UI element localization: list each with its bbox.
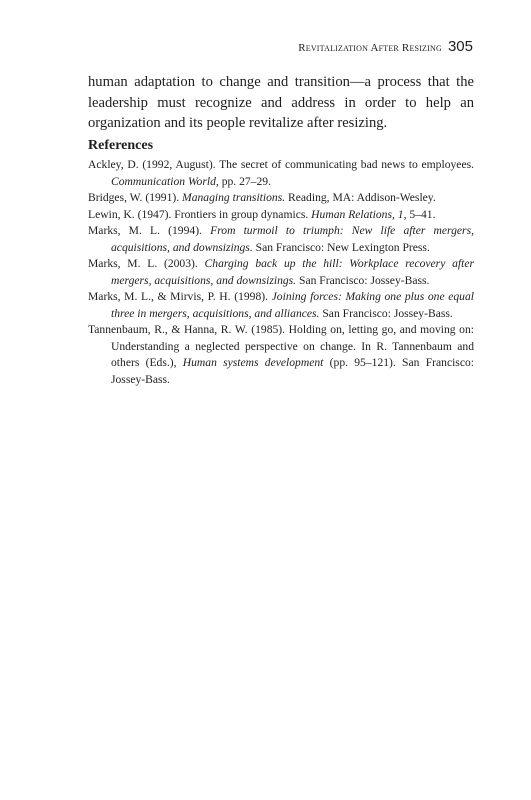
reference-entry: Bridges, W. (1991). Managing transitions. Reading, MA: Addison-Wesley. [88, 191, 436, 204]
body-text [88, 72, 474, 134]
page-number: 305 [447, 38, 473, 55]
reference-list [88, 157, 474, 388]
reference-entry: Marks, M. L. (2003). Charging back up the hill: Workplace recovery after mergers, acquisitions, and downsizings. San Francisco: Jossey-Bass. [88, 257, 474, 287]
running-head [88, 38, 473, 56]
references-section [88, 137, 474, 388]
running-title: Revitalization After Resizing [298, 42, 442, 54]
reference-entry: Marks, M. L., & Mirvis, P. H. (1998). Joining forces: Making one plus one equal three in mergers, acquisitions, and alliances. San Francisco: Jossey-Bass. [88, 290, 474, 320]
reference-entry: Marks, M. L. (1994). From turmoil to triumph: New life after mergers, acquisitions, and downsizings. San Francisco: New Lexington Press. [88, 224, 474, 254]
reference-entry: Tannenbaum, R., & Hanna, R. W. (1985). Holding on, letting go, and moving on: Understanding a neglected perspective on change. In R. Tannenbaum and others (Eds.), Human systems development (pp. 95–121). San Francisco: Jossey-Bass. [88, 323, 474, 386]
reference-entry: Ackley, D. (1992, August). The secret of communicating bad news to employees. Communication World, pp. 27–29. [88, 158, 474, 188]
body-paragraph: human adaptation to change and transition—a process that the leadership must recognize and address in order to help an organization and its people revitalize after resizing. [88, 74, 474, 131]
references-heading: References [88, 138, 154, 153]
reference-entry: Lewin, K. (1947). Frontiers in group dynamics. Human Relations, 1, 5–41. [88, 207, 436, 221]
